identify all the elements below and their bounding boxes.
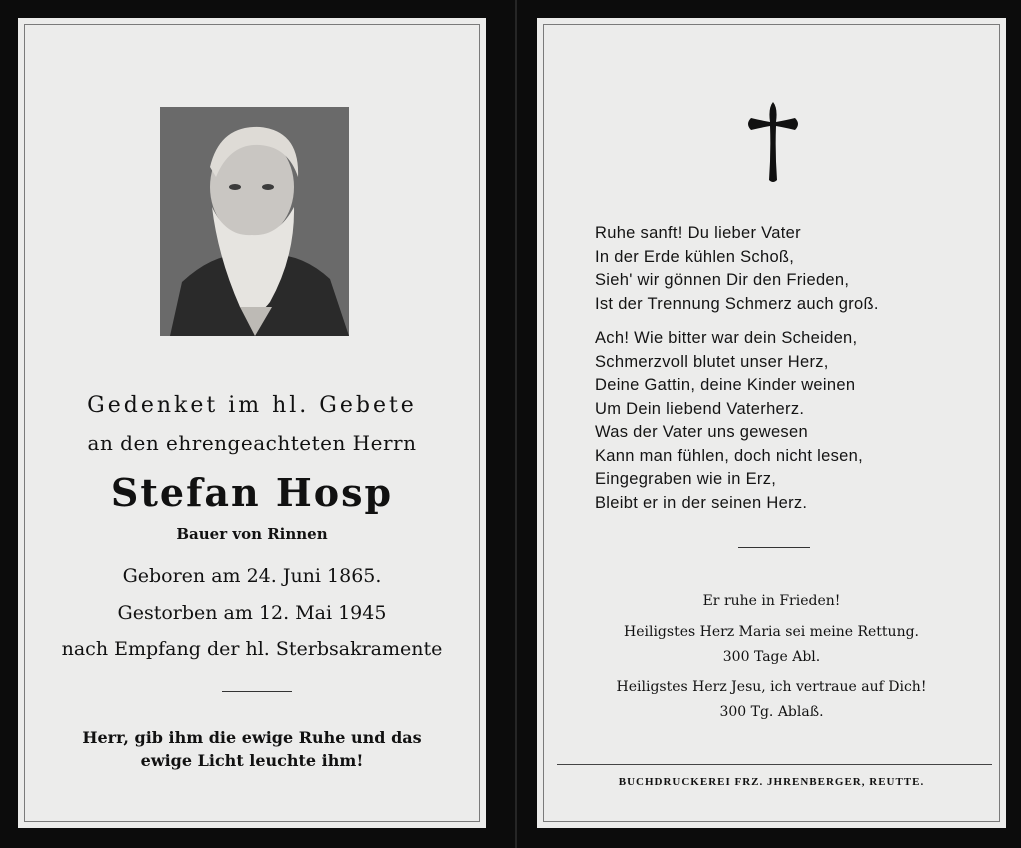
rest-in-peace: Er ruhe in Frieden!	[702, 593, 841, 609]
poem-line: Bleibt er in der seinen Herz.	[595, 493, 808, 512]
heading-line-1: Gedenket im hl. Gebete	[87, 393, 417, 418]
prayer-jesu: Heiligstes Herz Jesu, ich vertraue auf Dich!	[616, 679, 927, 695]
prayer-line-1: Herr, gib ihm die ewige Ruhe und das	[82, 728, 422, 747]
indulgence-2: 300 Tg. Ablaß.	[719, 704, 824, 720]
prayer-line-2: ewige Licht leuchte ihm!	[140, 751, 364, 770]
cross-icon	[745, 102, 801, 184]
poem-line: In der Erde kühlen Schoß,	[595, 247, 795, 266]
poem-line: Ach! Wie bitter war dein Scheiden,	[595, 329, 858, 347]
portrait-photo	[160, 107, 349, 336]
heading-line-2: an den ehrengeachteten Herrn	[87, 431, 417, 455]
poem-stanza-2	[595, 327, 975, 515]
poem-line: Kann man fühlen, doch nicht lesen,	[595, 446, 863, 465]
poem-line: Sieh' wir gönnen Dir den Frieden,	[595, 271, 850, 289]
fold-line	[515, 0, 517, 848]
poem-line: Eingegraben wie in Erz,	[595, 470, 777, 488]
poem-line: Schmerzvoll blutet unser Herz,	[595, 352, 829, 371]
footer-divider	[557, 764, 992, 765]
portrait-image	[160, 107, 349, 336]
poem-line: Ist der Trennung Schmerz auch groß.	[595, 294, 879, 313]
poem-line: Um Dein liebend Vaterherz.	[595, 399, 805, 418]
death-date: Gestorben am 12. Mai 1945	[117, 602, 387, 624]
deceased-name: Stefan Hosp	[110, 470, 394, 515]
divider	[738, 547, 810, 548]
memorial-card-front	[18, 18, 486, 828]
poem-stanza-1	[595, 222, 975, 316]
indulgence-1: 300 Tage Abl.	[722, 649, 821, 665]
memorial-card-back	[537, 18, 1006, 828]
poem-line: Ruhe sanft! Du lieber Vater	[595, 224, 801, 242]
poem-line: Deine Gattin, deine Kinder weinen	[595, 376, 856, 394]
prayer-maria: Heiligstes Herz Maria sei meine Rettung.	[624, 624, 919, 640]
birth-date: Geboren am 24. Juni 1865.	[122, 565, 382, 587]
divider	[222, 691, 292, 692]
sacraments-line: nach Empfang der hl. Sterbsakramente	[61, 638, 443, 660]
occupation: Bauer von Rinnen	[176, 525, 328, 543]
poem-line: Was der Vater uns gewesen	[595, 423, 808, 441]
printer-imprint: BUCHDRUCKEREI FRZ. JHRENBERGER, REUTTE.	[618, 776, 925, 788]
